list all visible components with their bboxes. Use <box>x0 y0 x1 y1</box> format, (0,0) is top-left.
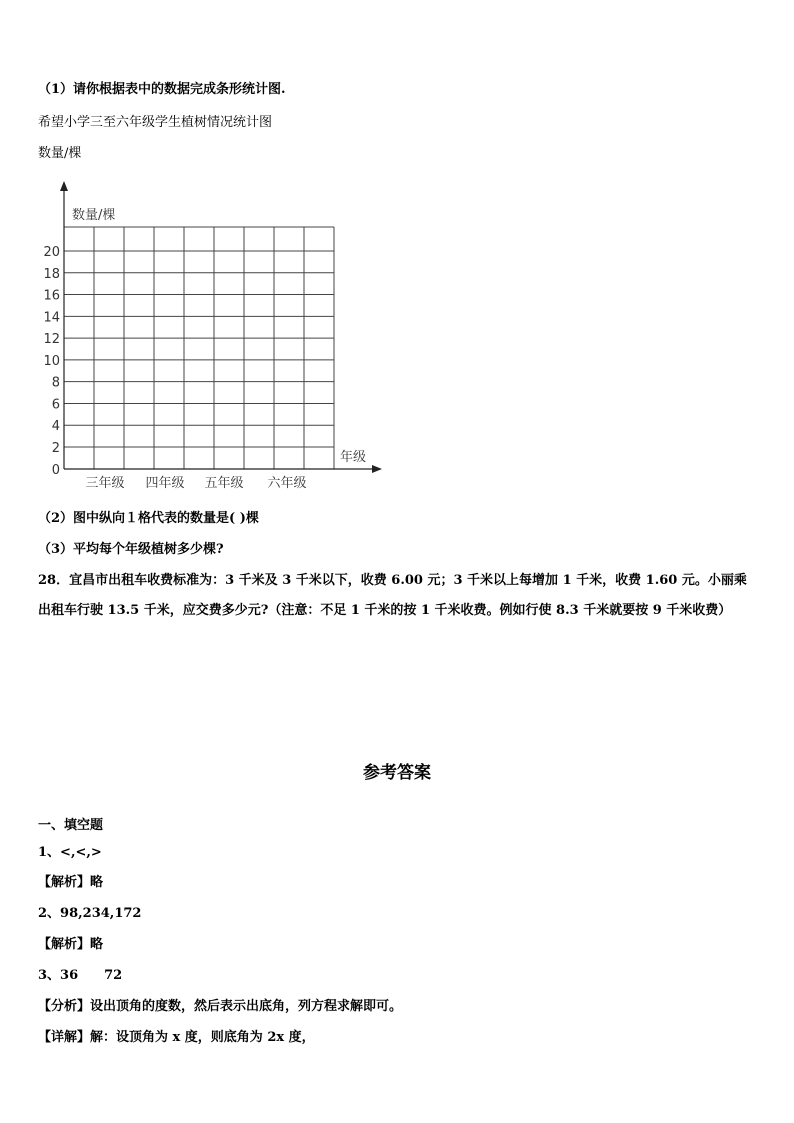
y-tick-label: 20 <box>43 245 60 260</box>
answer-3-analysis: 【分析】设出顶角的度数，然后表示出底角，列方程求解即可。 <box>38 999 403 1014</box>
x-axis-arrow <box>372 465 382 473</box>
x-category-label: 六年级 <box>267 476 307 491</box>
q3-question: （3）平均每个年级植树多少棵? <box>38 542 224 557</box>
y-axis-label: 数量/棵 <box>72 208 116 223</box>
x-category-label: 四年级 <box>145 476 185 491</box>
answers-section: 一、填空题 <box>38 818 104 833</box>
chart-labels <box>43 207 366 491</box>
x-category-label: 五年级 <box>204 476 244 491</box>
answer-1-note: 【解析】略 <box>38 875 104 890</box>
x-axis-label: 年级 <box>340 450 367 465</box>
y-tick-label: 18 <box>43 266 60 282</box>
q28-line2: 出租车行驶 13.5 千米，应交费多少元?（注意：不足 1 千米的按 1 千米收费。例如行使 8.3 千米就要按 9 千米收费） <box>38 603 732 618</box>
y-tick-label: 14 <box>43 310 60 326</box>
y-tick-label: 16 <box>43 288 60 304</box>
x-category-label: 三年级 <box>85 476 125 491</box>
q28-line1: 28．宜昌市出租车收费标准为：3 千米及 3 千米以下，收费 6.00 元；3 千米以上每增加 1 千米，收费 1.60 元。小丽乘 <box>38 573 747 588</box>
chart-caption: 希望小学三至六年级学生植树情况统计图 <box>38 115 273 130</box>
y-tick-label: 4 <box>51 419 60 435</box>
unit-label: 数量/棵 <box>38 146 82 161</box>
y-tick-label: 8 <box>51 375 60 391</box>
q2-question: （2）图中纵向１格代表的数量是( )棵 <box>38 511 259 526</box>
answer-3-detail: 【详解】解：设顶角为 x 度，则底角为 2x 度， <box>38 1030 315 1045</box>
y-tick-label: 6 <box>51 397 60 413</box>
y-tick-label: 10 <box>43 353 60 369</box>
y-tick-label: 12 <box>43 332 60 348</box>
answer-2: 2、98,234,172 <box>38 906 142 921</box>
y-axis-arrow <box>60 181 68 191</box>
q1-instruction: （1）请你根据表中的数据完成条形统计图. <box>38 82 286 97</box>
y-tick-label: 2 <box>51 441 60 456</box>
answer-1: 1、<,<,> <box>38 845 102 860</box>
bar-chart <box>30 175 400 495</box>
y-tick-label: 0 <box>51 463 60 478</box>
answer-3: 3、36 72 <box>38 968 123 983</box>
answer-2-note: 【解析】略 <box>38 937 104 952</box>
chart-grid <box>64 227 334 469</box>
answers-heading: 参考答案 <box>363 763 431 783</box>
